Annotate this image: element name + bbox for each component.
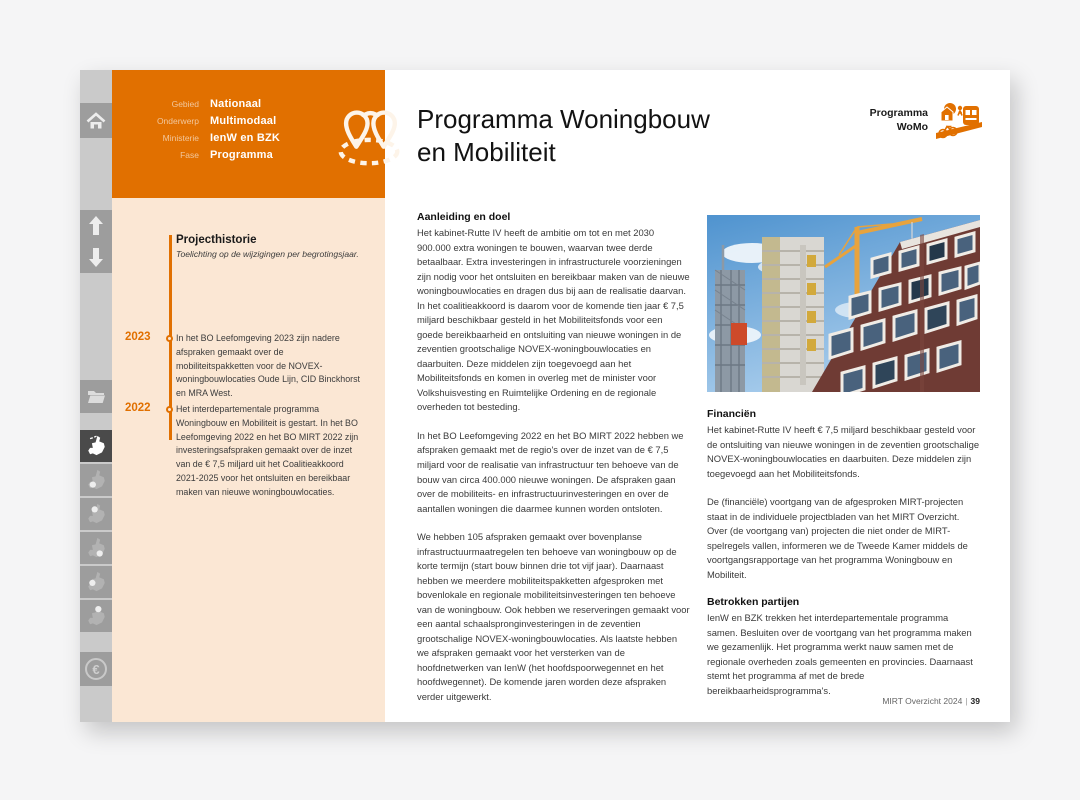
home-icon xyxy=(86,112,106,130)
document-page xyxy=(80,70,1010,722)
map-netherlands-region-1-icon xyxy=(87,469,106,491)
section-heading-aanleiding: Aanleiding en doel xyxy=(417,211,511,223)
region-4-button[interactable] xyxy=(80,566,112,598)
arrow-up-icon xyxy=(88,215,104,236)
badge-line1: Programma xyxy=(869,106,928,119)
paragraph: Het kabinet-Rutte IV heeft de ambitie om tot en met 2030 900.000 extra woningen te bouwen, waarvan twee derde betaalbaar. Extra investeringen in infrastructurele voorzieningen zijn nodig voor het ontsluiten en bereikbaar maken van de nieuwe woningbouwlocaties en dragen dus bij aan de realisatie daarvan. In het coalitieakkoord is daarom voor de komende tien jaar € 7,5 miljard beschikbaar gesteld in het Mobiliteitsfonds voor een goede bereikbaarheid en ontsluiting van nieuwe woningen in de zeventien grootschalige NOVEX-woningbouwlocaties en daarbuiten. Deze middelen zijn toegevoegd aan het Mobiliteitsfonds en komen in overleg met de minister voor Volkshuisvesting en Ruimtelijke Ordening en de regionale overheden tot besteding. xyxy=(417,227,690,413)
meta-value: IenW en BZK xyxy=(210,132,281,144)
scroll-up-button[interactable] xyxy=(80,210,112,241)
footer-publication: MIRT Overzicht 2024 xyxy=(882,696,963,706)
meta-table xyxy=(112,98,280,166)
construction-photo xyxy=(707,215,980,392)
meta-value: Nationaal xyxy=(210,98,262,110)
paragraph: De (financiële) voortgang van de afgesproken MIRT-projecten staat in de individuele projectbladen van het MIRT Overzicht. Over (de voortgang van) projecten die niet onder de MIRT-spelregels vallen, informeren we de Tweede Kamer middels de voortgangsrapportage van het programma Woningbouw en Mobiliteit. xyxy=(707,496,968,580)
page-number: 39 xyxy=(970,696,980,706)
meta-row-onderwerp xyxy=(112,115,280,132)
meta-value: Programma xyxy=(210,149,273,161)
nav-rail xyxy=(80,70,112,722)
womo-pictogram-icon xyxy=(936,100,982,140)
programma-womo-badge xyxy=(820,100,982,140)
timeline-title: Projecthistorie xyxy=(176,234,257,246)
badge-line2: WoMo xyxy=(896,121,928,133)
region-2-button[interactable] xyxy=(80,498,112,530)
paragraph: In het BO Leefomgeving 2022 en het BO MIRT 2022 hebben we afspraken gemaakt met de regio's over de inzet van de € 7,5 miljard voor de realisatie van infrastructuur ten behoeve van de bouw van circa 400.000 nieuwe woningen. De afspraken gaan over de mobiliteits- en infrastructuurinvesteringen en over de aantallen woningen die daarmee kunnen worden ontsloten. xyxy=(417,429,684,514)
project-meta-header xyxy=(112,70,385,198)
meta-row-fase xyxy=(112,149,280,166)
map-netherlands-national-icon xyxy=(87,435,106,457)
timeline-header xyxy=(176,234,366,259)
meta-row-ministerie xyxy=(112,132,280,149)
projects-folder-button[interactable] xyxy=(80,380,112,413)
euro-icon: € xyxy=(85,658,107,680)
timeline-entry: Het interdepartementale programma Woningbouw en Mobiliteit is gestart. In het BO Leefomgeving 2022 en het BO MIRT 2022 zijn investeringsafspraken gemaakt over de inzet van de € 7,5 miljard uit het Coalitieakkoord 2021-2025 voor het ontsluiten en bereikbaar maken van nieuwe woningbouwlocaties. xyxy=(176,404,359,497)
folder-icon xyxy=(86,388,106,405)
page-footer xyxy=(707,696,980,706)
region-1-button[interactable] xyxy=(80,464,112,496)
badge-label xyxy=(870,106,928,134)
section-heading-financien: Financiën xyxy=(707,408,757,420)
finance-button[interactable] xyxy=(80,652,112,686)
meta-value: Multimodaal xyxy=(210,115,277,127)
meta-row-gebied xyxy=(112,98,280,115)
arrow-down-icon xyxy=(88,247,104,268)
home-button[interactable] xyxy=(80,103,112,138)
page-title: Programma Woningbouw en Mobiliteit xyxy=(417,104,710,168)
section-heading-betrokken: Betrokken partijen xyxy=(707,596,800,609)
footer-separator: | xyxy=(965,696,968,706)
scroll-down-button[interactable] xyxy=(80,241,112,273)
timeline-year: 2022 xyxy=(125,402,151,414)
map-netherlands-region-2-icon xyxy=(87,503,106,525)
main-text-column xyxy=(417,211,690,718)
paragraph: We hebben 105 afspraken gemaakt over bovenplanse infrastructuurmaatregelen ten behoeve van woningbouw op de korte termijn (start bouw binnen drie tot vijf jaar). Daarnaast hebben we meerdere mobiliteitspakketten afgesproken met bovenlokale en regionale mobiliteitsinvesteringen ten behoeve van de woningbouw. Ook hebben we reserveringen gemaakt voor een aantal schaalspronginvesteringen in de zeventien grootschalige NOVEX-woningbouwlocaties. Als laatste hebben we afspraken gemaakt voor het versterken van de hoofdnetwerken van IenW (het hoofdspoorwegennet en het hoofdwegennet). De komende jaren worden deze afspraken verder uitgewerkt. xyxy=(417,531,690,702)
map-netherlands-region-3-icon xyxy=(87,537,106,559)
map-netherlands-region-4-icon xyxy=(87,571,106,593)
meta-label: Gebied xyxy=(171,99,199,109)
region-national-button[interactable] xyxy=(80,430,112,462)
project-history-panel xyxy=(112,198,385,722)
timeline-subtitle: Toelichting op de wijzigingen per begrotingsjaar. xyxy=(176,249,359,259)
region-3-button[interactable] xyxy=(80,532,112,564)
region-5-button[interactable] xyxy=(80,600,112,632)
map-netherlands-region-5-icon xyxy=(87,605,106,627)
womo-double-pin-logo-icon xyxy=(330,96,408,174)
meta-label: Ministerie xyxy=(162,133,199,143)
paragraph: IenW en BZK trekken het interdepartementale programma samen. Besluiten over de voortgang van het programma maken we gezamenlijk. Het programma werkt nauw samen met de regionale overheden zoals gemeenten en provincies. Daarnaast stemt het programma af met de brede bereikbaarheidsprogramma's. xyxy=(707,612,973,696)
secondary-column xyxy=(707,215,980,713)
timeline-marker-icon xyxy=(166,335,173,342)
paragraph: Het kabinet-Rutte IV heeft € 7,5 miljard beschikbaar gesteld voor de ontsluiting van nieuwe woningen in de zeventien grootschalige NOVEX-woningbouwlocaties en daarbuiten. Deze middelen zijn toegevoegd aan het Mobiliteitsfonds. xyxy=(707,424,980,479)
timeline-year: 2023 xyxy=(125,331,151,343)
timeline-marker-icon xyxy=(166,406,173,413)
meta-label: Onderwerp xyxy=(156,116,199,126)
meta-label: Fase xyxy=(180,150,199,160)
timeline-entry: In het BO Leefomgeving 2023 zijn nadere afspraken gemaakt over de mobiliteitspakketten voor de NOVEX-woningbouwlocaties Oude Lijn, CID Binckhorst en MRA West. xyxy=(176,333,361,399)
